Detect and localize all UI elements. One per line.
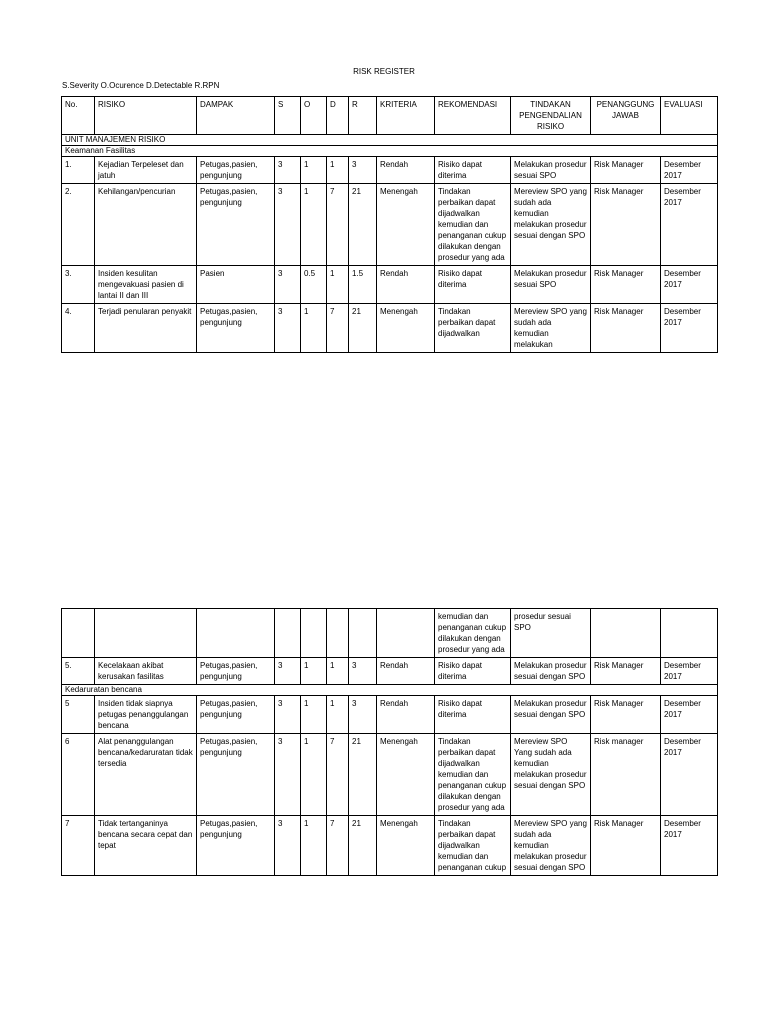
header-dampak: DAMPAK <box>197 97 275 135</box>
header-rekomendasi: REKOMENDASI <box>435 97 511 135</box>
table-row <box>62 658 718 685</box>
cell-no: 6 <box>62 734 95 816</box>
table-row <box>62 157 718 184</box>
cell-d: 7 <box>327 734 349 816</box>
cell-d: 7 <box>327 184 349 266</box>
cell-kriteria: Menengah <box>377 184 435 266</box>
header-kriteria: KRITERIA <box>377 97 435 135</box>
cell-rekomendasi: kemudian dan penanganan cukup dilakukan dengan prosedur yang ada <box>435 609 511 658</box>
cell-r: 21 <box>349 184 377 266</box>
cell-kriteria: Menengah <box>377 734 435 816</box>
cell-d: 1 <box>327 157 349 184</box>
cell-r: 21 <box>349 304 377 353</box>
cell-evaluasi: Desember 2017 <box>661 816 718 876</box>
cell-o: 1 <box>301 157 327 184</box>
cell-no: 3. <box>62 266 95 304</box>
cell-r: 21 <box>349 816 377 876</box>
cell-kriteria: Rendah <box>377 658 435 685</box>
header-d: D <box>327 97 349 135</box>
cell-dampak: Petugas,pasien, pengunjung <box>197 734 275 816</box>
cell-s: 3 <box>275 157 301 184</box>
cell-rekomendasi: Risiko dapat diterima <box>435 658 511 685</box>
cell-risiko: Tidak tertanganinya bencana secara cepat dan tepat <box>95 816 197 876</box>
table-row <box>62 816 718 876</box>
legend-text: S.Severity O.Ocurence D.Detectable R.RPN <box>62 81 220 90</box>
cell-kriteria: Rendah <box>377 266 435 304</box>
cell-o: 1 <box>301 658 327 685</box>
header-r: R <box>349 97 377 135</box>
cell-r <box>349 609 377 658</box>
header-s: S <box>275 97 301 135</box>
cell-no: 5. <box>62 658 95 685</box>
cell-d: 7 <box>327 304 349 353</box>
cell-o: 1 <box>301 734 327 816</box>
cell-rekomendasi: Tindakan perbaikan dapat dijadwalkan kemudian dan penanganan cukup dilakukan dengan prosedur yang ada <box>435 184 511 266</box>
cell-risiko: Alat penanggulangan bencana/kedaruratan tidak tersedia <box>95 734 197 816</box>
cell-no <box>62 609 95 658</box>
section-row <box>62 135 718 146</box>
cell-tindakan: Mereview SPO yang sudah ada kemudian melakukan prosedur sesuai dengan SPO <box>511 184 591 266</box>
cell-tindakan: Mereview SPO yang sudah ada kemudian melakukan prosedur sesuai dengan SPO <box>511 816 591 876</box>
header-tindakan: TINDAKAN PENGENDALIAN RISIKO <box>511 97 591 135</box>
cell-no: 1. <box>62 157 95 184</box>
cell-pj: Risk Manager <box>591 696 661 734</box>
header-risiko: RISIKO <box>95 97 197 135</box>
section-kedaruratan-bencana: Kedaruratan bencana <box>62 685 718 696</box>
section-keamanan-fasilitas: Keamanan Fasilitas <box>62 146 718 157</box>
cell-o: 1 <box>301 816 327 876</box>
cell-risiko: Insiden kesulitan mengevakuasi pasien di lantai II dan III <box>95 266 197 304</box>
cell-no: 4. <box>62 304 95 353</box>
header-row <box>62 97 718 135</box>
cell-dampak: Petugas,pasien, pengunjung <box>197 184 275 266</box>
cell-evaluasi: Desember 2017 <box>661 184 718 266</box>
cell-rekomendasi: Risiko dapat diterima <box>435 266 511 304</box>
cell-risiko <box>95 609 197 658</box>
cell-d: 1 <box>327 696 349 734</box>
cell-o <box>301 609 327 658</box>
cell-dampak: Petugas,pasien, pengunjung <box>197 157 275 184</box>
cell-rekomendasi: Risiko dapat diterima <box>435 157 511 184</box>
cell-rekomendasi: Tindakan perbaikan dapat dijadwalkan <box>435 304 511 353</box>
table-row <box>62 696 718 734</box>
cell-r: 1.5 <box>349 266 377 304</box>
cell-tindakan: Melakukan prosedur sesuai dengan SPO <box>511 658 591 685</box>
cell-d: 1 <box>327 658 349 685</box>
cell-kriteria: Rendah <box>377 696 435 734</box>
cell-dampak: Petugas,pasien, pengunjung <box>197 304 275 353</box>
risk-register-table-page2 <box>61 608 718 876</box>
cell-risiko: Kejadian Terpeleset dan jatuh <box>95 157 197 184</box>
cell-s: 3 <box>275 184 301 266</box>
cell-pj <box>591 609 661 658</box>
cell-r: 3 <box>349 658 377 685</box>
cell-evaluasi: Desember 2017 <box>661 658 718 685</box>
section-row <box>62 685 718 696</box>
unit-label: UNIT MANAJEMEN RISIKO <box>62 135 718 146</box>
table-row <box>62 304 718 353</box>
cell-s: 3 <box>275 734 301 816</box>
cell-s: 3 <box>275 266 301 304</box>
cell-pj: Risk Manager <box>591 266 661 304</box>
cell-pj: Risk manager <box>591 734 661 816</box>
cell-s: 3 <box>275 304 301 353</box>
cell-d <box>327 609 349 658</box>
cell-rekomendasi: Risiko dapat diterima <box>435 696 511 734</box>
header-penanggung-jawab: PENANGGUNG JAWAB <box>591 97 661 135</box>
cell-kriteria: Menengah <box>377 304 435 353</box>
cell-pj: Risk Manager <box>591 658 661 685</box>
cell-d: 1 <box>327 266 349 304</box>
cell-tindakan: Melakukan prosedur sesuai dengan SPO <box>511 696 591 734</box>
cell-dampak: Petugas,pasien, pengunjung <box>197 816 275 876</box>
table-row <box>62 266 718 304</box>
cell-s <box>275 609 301 658</box>
cell-s: 3 <box>275 696 301 734</box>
cell-evaluasi: Desember 2017 <box>661 734 718 816</box>
cell-evaluasi: Desember 2017 <box>661 266 718 304</box>
header-evaluasi: EVALUASI <box>661 97 718 135</box>
cell-o: 1 <box>301 184 327 266</box>
cell-evaluasi <box>661 609 718 658</box>
cell-dampak: Petugas,pasien, pengunjung <box>197 696 275 734</box>
cell-d: 7 <box>327 816 349 876</box>
cell-pj: Risk Manager <box>591 816 661 876</box>
cell-no: 5 <box>62 696 95 734</box>
cell-tindakan: Mereview SPO yang sudah ada kemudian melakukan <box>511 304 591 353</box>
cell-pj: Risk Manager <box>591 157 661 184</box>
cell-risiko: Kehilangan/pencurian <box>95 184 197 266</box>
document-title: RISK REGISTER <box>353 67 415 76</box>
cell-kriteria <box>377 609 435 658</box>
table-row <box>62 609 718 658</box>
risk-register-table-page1 <box>61 96 718 353</box>
header-o: O <box>301 97 327 135</box>
table-row <box>62 734 718 816</box>
cell-risiko: Insiden tidak siapnya petugas penanggulangan bencana <box>95 696 197 734</box>
cell-evaluasi: Desember 2017 <box>661 304 718 353</box>
cell-risiko: Kecelakaan akibat kerusakan fasilitas <box>95 658 197 685</box>
cell-dampak: Pasien <box>197 266 275 304</box>
table-row <box>62 184 718 266</box>
cell-r: 21 <box>349 734 377 816</box>
cell-o: 1 <box>301 304 327 353</box>
cell-rekomendasi: Tindakan perbaikan dapat dijadwalkan kemudian dan penanganan cukup <box>435 816 511 876</box>
cell-rekomendasi: Tindakan perbaikan dapat dijadwalkan kemudian dan penanganan cukup dilakukan dengan prosedur yang ada <box>435 734 511 816</box>
cell-s: 3 <box>275 816 301 876</box>
cell-r: 3 <box>349 696 377 734</box>
header-no: No. <box>62 97 95 135</box>
cell-evaluasi: Desember 2017 <box>661 696 718 734</box>
cell-s: 3 <box>275 658 301 685</box>
cell-no: 7 <box>62 816 95 876</box>
cell-tindakan: Melakukan prosedur sesuai SPO <box>511 157 591 184</box>
cell-no: 2. <box>62 184 95 266</box>
cell-kriteria: Menengah <box>377 816 435 876</box>
cell-evaluasi: Desember 2017 <box>661 157 718 184</box>
cell-pj: Risk Manager <box>591 184 661 266</box>
cell-kriteria: Rendah <box>377 157 435 184</box>
cell-o: 1 <box>301 696 327 734</box>
cell-dampak <box>197 609 275 658</box>
cell-tindakan: Melakukan prosedur sesuai SPO <box>511 266 591 304</box>
cell-risiko: Terjadi penularan penyakit <box>95 304 197 353</box>
cell-o: 0.5 <box>301 266 327 304</box>
cell-tindakan: Mereview SPO Yang sudah ada kemudian melakukan prosedur sesuai dengan SPO <box>511 734 591 816</box>
cell-tindakan: prosedur sesuai SPO <box>511 609 591 658</box>
cell-r: 3 <box>349 157 377 184</box>
cell-dampak: Petugas,pasien, pengunjung <box>197 658 275 685</box>
section-row <box>62 146 718 157</box>
cell-pj: Risk Manager <box>591 304 661 353</box>
